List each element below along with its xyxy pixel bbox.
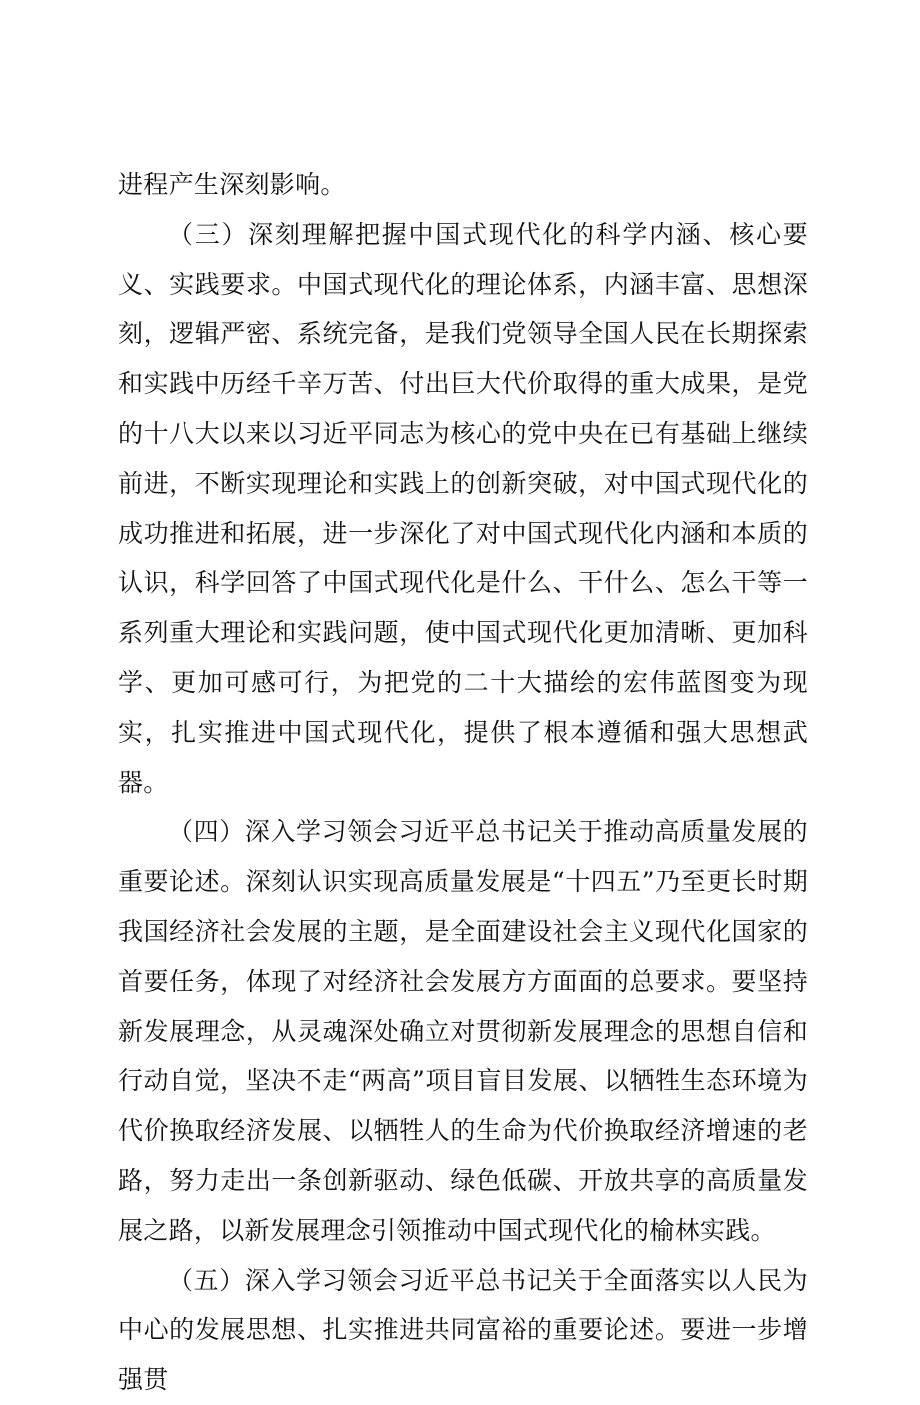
paragraph-section-4: （四）深入学习领会习近平总书记关于推动高质量发展的重要论述。深刻认识实现高质量发展是“十四五”乃至更长时期我国经济社会发展的主题，是全面建设社会主义现代化国家的首要任务，体现了对经济社会发展方方面面的总要求。要坚持新发展理念，从灵魂深处确立对贯彻新发展理念的思想自信和行动自觉，坚决不走“两高”项目盲目发展、以牺牲生态环境为代价换取经济发展、以牺牲人的生命为代价换取经济增速的老路，努力走出一条创新驱动、绿色低碳、开放共享的高质量发展之路，以新发展理念引领推动中国式现代化的榆林实践。 (118, 817, 808, 1245)
paragraph-continuation: 进程产生深刻影响。 (118, 170, 346, 199)
paragraph-section-5: （五）深入学习领会习近平总书记关于全面落实以人民为中心的发展思想、扎实推进共同富裕的重要论述。要进一步增强贯 (118, 1265, 808, 1395)
paragraph-section-3: （三）深刻理解把握中国式现代化的科学内涵、核心要义、实践要求。中国式现代化的理论体系，内涵丰富、思想深刻，逻辑严密、系统完备，是我们党领导全国人民在长期探索和实践中历经千辛万苦、付出巨大代价取得的重大成果，是党的十八大以来以习近平同志为核心的党中央在已有基础上继续前进，不断实现理论和实践上的创新突破，对中国式现代化的成功推进和拓展，进一步深化了对中国式现代化内涵和本质的认识，科学回答了中国式现代化是什么、干什么、怎么干等一系列重大理论和实践问题，使中国式现代化更加清晰、更加科学、更加可感可行，为把党的二十大描绘的宏伟蓝图变为现实，扎实推进中国式现代化，提供了根本遵循和强大思想武器。 (118, 219, 808, 797)
document-body (118, 160, 808, 1405)
